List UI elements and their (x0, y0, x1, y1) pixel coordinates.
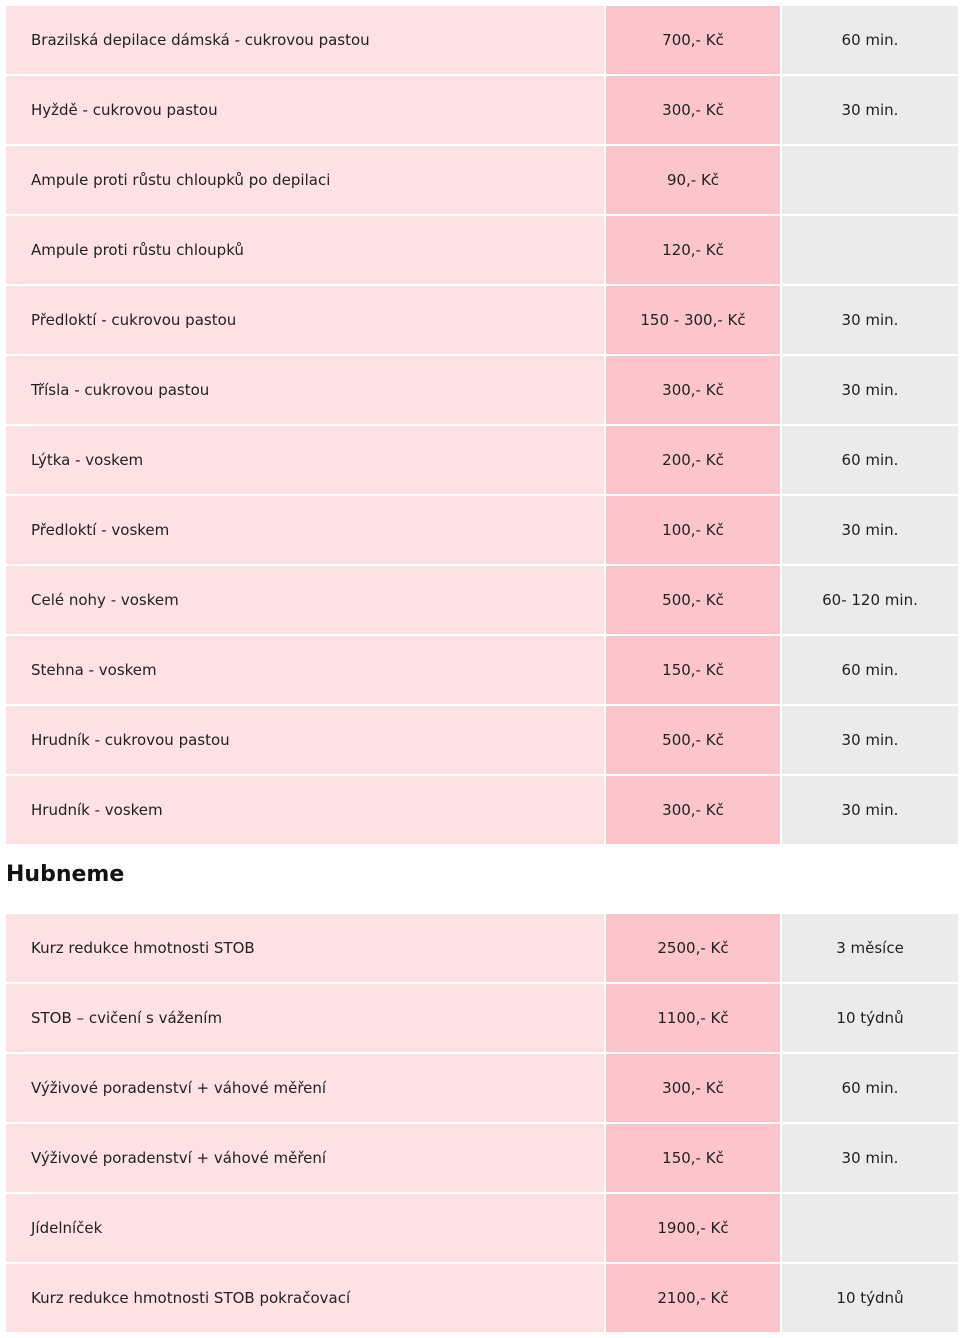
table-row (6, 1194, 958, 1262)
duration-cell (782, 146, 958, 214)
price-cell: 150,- Kč (606, 1124, 780, 1192)
duration-cell: 60 min. (782, 6, 958, 74)
service-name-cell: Výživové poradenství + váhové měření (6, 1054, 604, 1122)
service-name-cell: Výživové poradenství + váhové měření (6, 1124, 604, 1192)
table-row (6, 1124, 958, 1192)
price-cell: 1100,- Kč (606, 984, 780, 1052)
duration-cell: 60- 120 min. (782, 566, 958, 634)
table-row (6, 146, 958, 214)
table-row (6, 984, 958, 1052)
table-row (6, 426, 958, 494)
service-name-cell: Kurz redukce hmotnosti STOB pokračovací (6, 1264, 604, 1332)
table-row (6, 216, 958, 284)
table-row (6, 636, 958, 704)
duration-cell: 30 min. (782, 356, 958, 424)
table-row (6, 706, 958, 774)
price-cell: 2100,- Kč (606, 1264, 780, 1332)
duration-cell: 60 min. (782, 426, 958, 494)
hubneme-price-table (6, 914, 958, 1334)
price-cell: 300,- Kč (606, 1054, 780, 1122)
price-cell: 700,- Kč (606, 6, 780, 74)
price-cell: 500,- Kč (606, 566, 780, 634)
table-row (6, 6, 958, 74)
table-row (6, 914, 958, 982)
duration-cell: 30 min. (782, 496, 958, 564)
service-name-cell: Třísla - cukrovou pastou (6, 356, 604, 424)
service-name-cell: Celé nohy - voskem (6, 566, 604, 634)
service-name-cell: Předloktí - cukrovou pastou (6, 286, 604, 354)
service-name-cell: Lýtka - voskem (6, 426, 604, 494)
price-cell: 1900,- Kč (606, 1194, 780, 1262)
duration-cell: 30 min. (782, 1124, 958, 1192)
table-row (6, 1054, 958, 1122)
price-cell: 300,- Kč (606, 76, 780, 144)
price-cell: 150 - 300,- Kč (606, 286, 780, 354)
service-name-cell: Hrudník - voskem (6, 776, 604, 844)
price-cell: 2500,- Kč (606, 914, 780, 982)
duration-cell: 30 min. (782, 286, 958, 354)
service-name-cell: Jídelníček (6, 1194, 604, 1262)
price-cell: 150,- Kč (606, 636, 780, 704)
price-cell: 300,- Kč (606, 776, 780, 844)
duration-cell: 10 týdnů (782, 984, 958, 1052)
service-name-cell: Kurz redukce hmotnosti STOB (6, 914, 604, 982)
table-row (6, 1264, 958, 1332)
service-name-cell: Ampule proti růstu chloupků po depilaci (6, 146, 604, 214)
table-row (6, 356, 958, 424)
price-cell: 120,- Kč (606, 216, 780, 284)
duration-cell: 30 min. (782, 76, 958, 144)
service-name-cell: Hrudník - cukrovou pastou (6, 706, 604, 774)
service-name-cell: Předloktí - voskem (6, 496, 604, 564)
price-cell: 100,- Kč (606, 496, 780, 564)
service-name-cell: STOB – cvičení s vážením (6, 984, 604, 1052)
service-name-cell: Stehna - voskem (6, 636, 604, 704)
table-row (6, 76, 958, 144)
duration-cell: 60 min. (782, 636, 958, 704)
table-row (6, 286, 958, 354)
section-heading-hubneme: Hubneme (6, 862, 125, 887)
table-row (6, 496, 958, 564)
price-cell: 300,- Kč (606, 356, 780, 424)
service-name-cell: Hyždě - cukrovou pastou (6, 76, 604, 144)
service-name-cell: Brazilská depilace dámská - cukrovou pastou (6, 6, 604, 74)
duration-cell: 30 min. (782, 776, 958, 844)
duration-cell (782, 216, 958, 284)
duration-cell: 30 min. (782, 706, 958, 774)
duration-cell: 3 měsíce (782, 914, 958, 982)
price-cell: 200,- Kč (606, 426, 780, 494)
table-row (6, 776, 958, 844)
service-name-cell: Ampule proti růstu chloupků (6, 216, 604, 284)
price-cell: 90,- Kč (606, 146, 780, 214)
depilace-price-table (6, 6, 958, 846)
duration-cell (782, 1194, 958, 1262)
price-cell: 500,- Kč (606, 706, 780, 774)
duration-cell: 60 min. (782, 1054, 958, 1122)
table-row (6, 566, 958, 634)
duration-cell: 10 týdnů (782, 1264, 958, 1332)
